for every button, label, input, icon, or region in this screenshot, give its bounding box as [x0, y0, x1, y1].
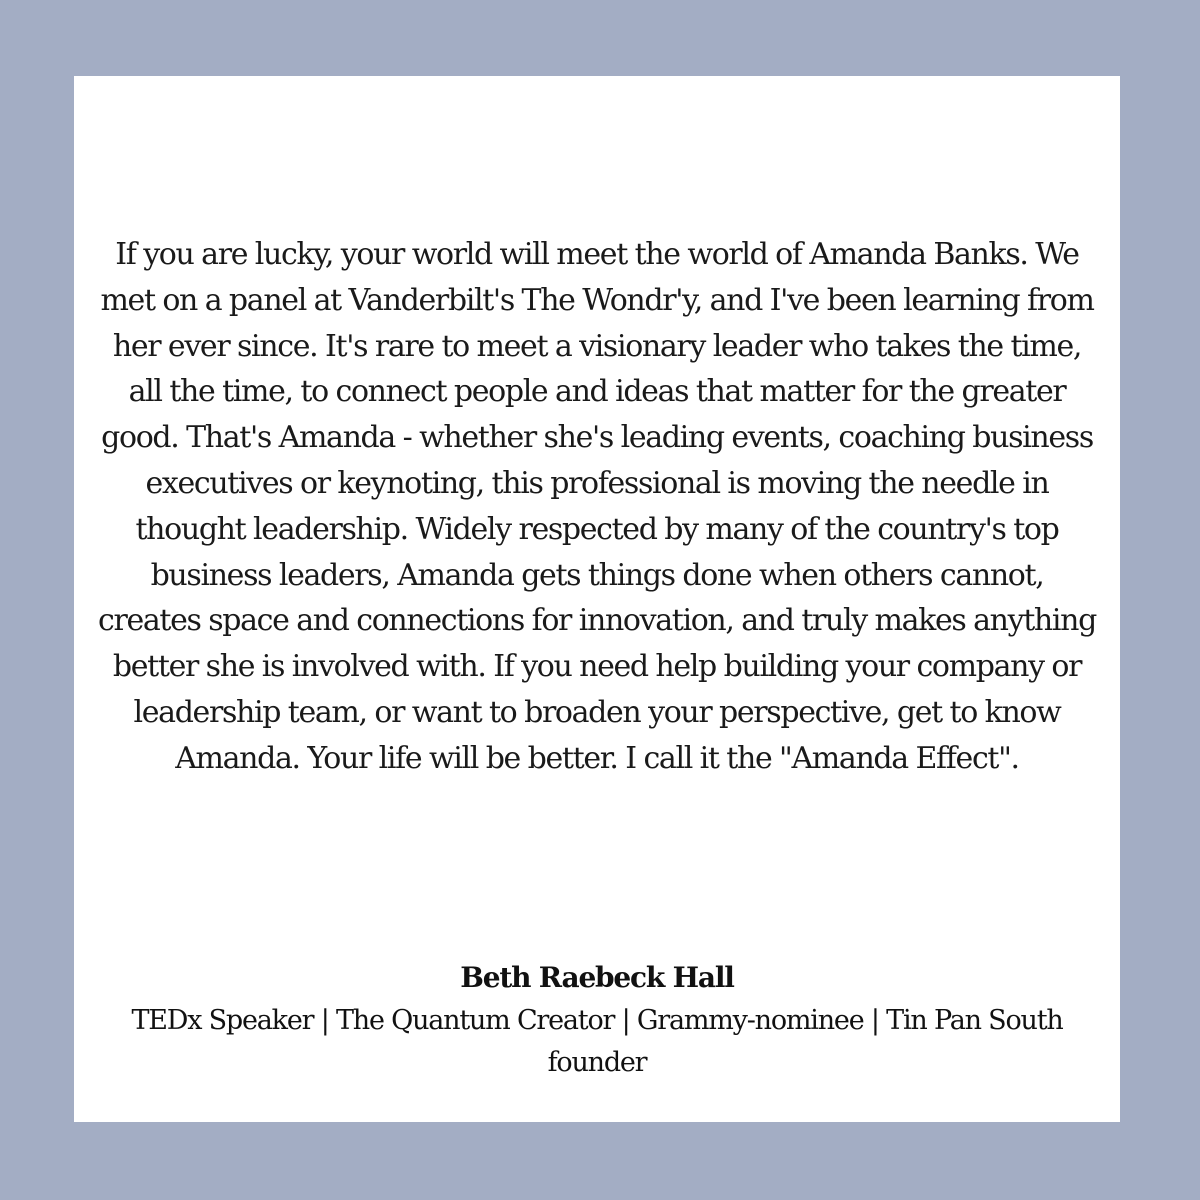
author-credentials: TEDx Speaker | The Quantum Creator | Grammy-nominee | Tin Pan South founder — [131, 1005, 1063, 1078]
testimonial-card — [74, 76, 1120, 1122]
testimonial-author: Beth Raebeck Hall — [460, 961, 734, 994]
testimonial-quote: If you are lucky, your world will meet the world of Amanda Banks. We met on a panel at Vanderbilt's The Wondr'y, and I've been learning from her ever since. It's rare to meet a visionary leader who takes the time, all the time, to connect people and ideas that matter for the greater good. That's Amanda - whether she's leading events, coaching business executives or keynoting, this professional is moving the needle in thought leadership. Widely respected by many of the country's top business leaders, Amanda gets things done when others cannot, creates space and connections for innovation, and truly makes anything better she is involved with. If you need help building your company or leadership team, or want to broaden your perspective, get to know Amanda. Your life will be better. I call it the "Amanda Effect". — [98, 237, 1096, 776]
